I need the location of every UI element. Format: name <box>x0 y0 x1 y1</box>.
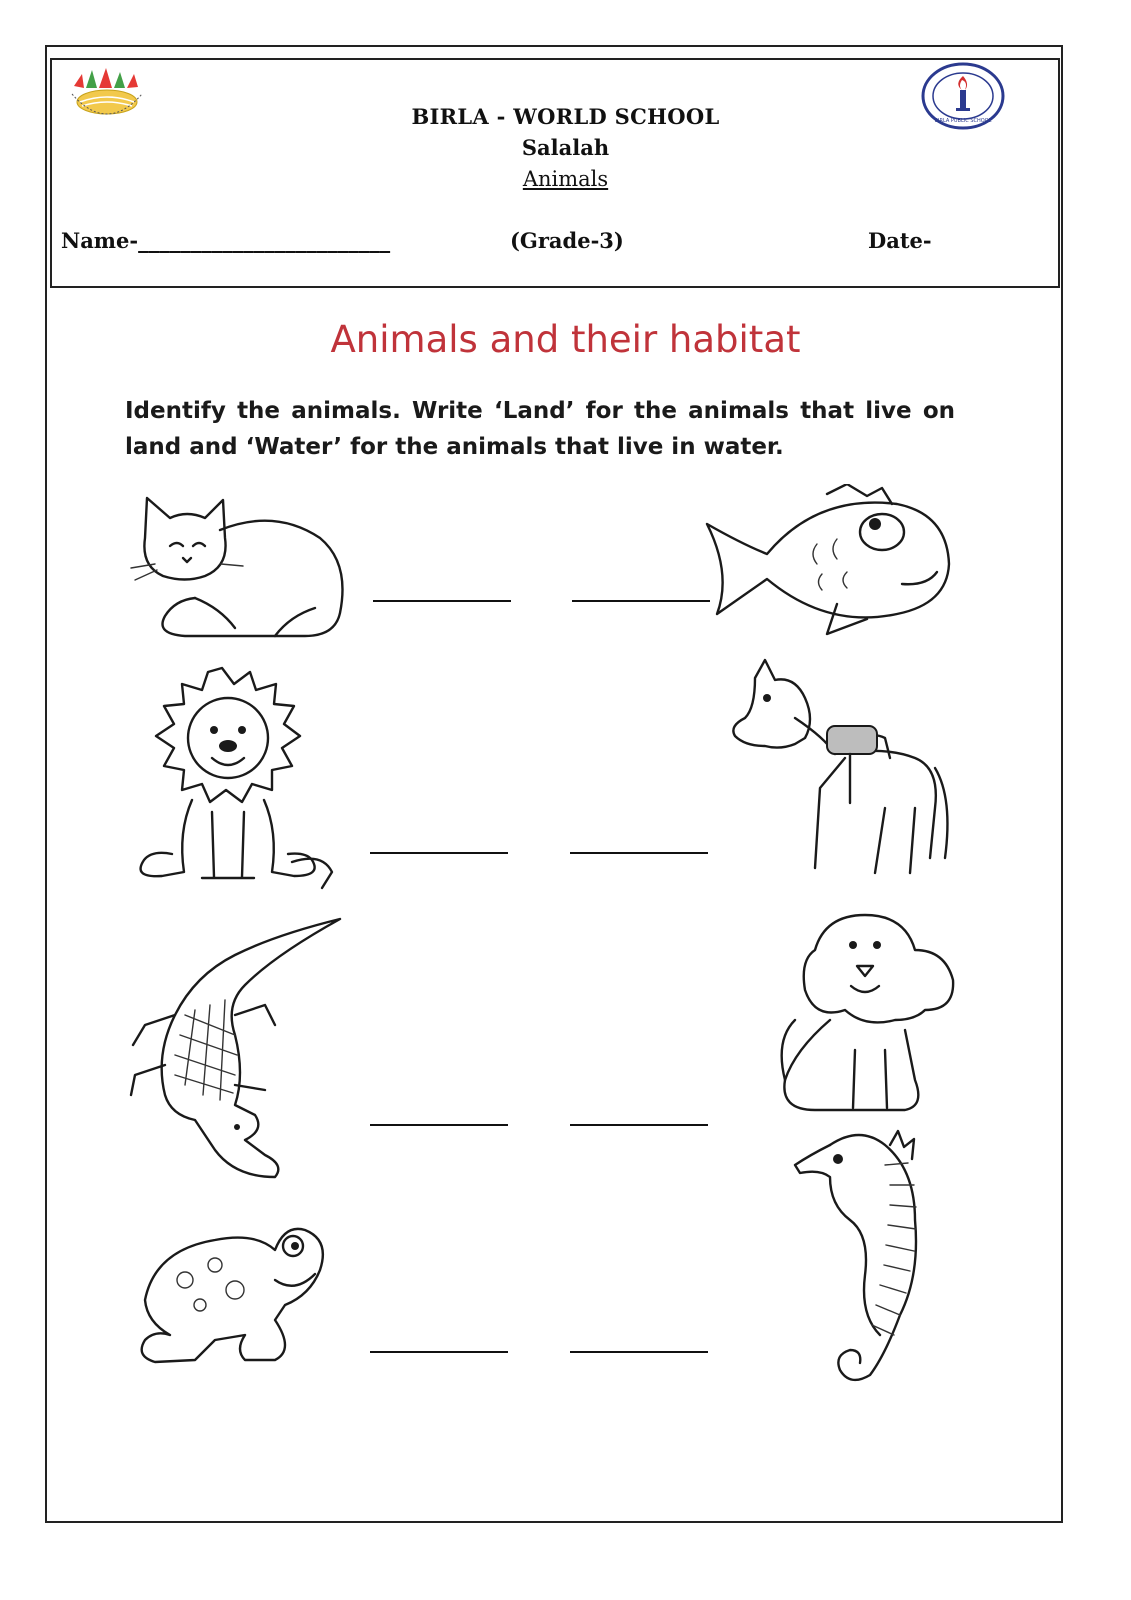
school-name: BIRLA - WORLD SCHOOL <box>411 104 720 129</box>
name-field-label: Name-________________________ <box>61 228 391 253</box>
lion-icon <box>122 662 342 896</box>
answer-line-crocodile[interactable] <box>370 1124 508 1126</box>
fish-icon <box>697 484 957 648</box>
horse-icon <box>725 658 955 887</box>
dog-icon <box>775 910 960 1119</box>
instructions: Identify the animals. Write ‘Land’ for the animals that live on land and ‘Water’ for the animals that live in water. <box>125 398 955 460</box>
seahorse-icon <box>790 1125 945 1394</box>
right-logo-text: BIRLA PUBLIC SCHOOL <box>934 118 992 124</box>
answer-line-cat[interactable] <box>373 600 511 602</box>
answer-line-lion[interactable] <box>370 852 508 854</box>
worksheet-title: Animals and their habitat <box>330 318 801 361</box>
answer-line-seahorse[interactable] <box>570 1351 708 1353</box>
topic-text: Animals <box>522 167 609 191</box>
cat-icon <box>125 488 355 647</box>
school-city: Salalah <box>521 135 610 160</box>
answer-line-horse[interactable] <box>570 852 708 854</box>
date-field-label: Date- <box>868 228 932 253</box>
answer-line-dog[interactable] <box>570 1124 708 1126</box>
answer-line-fish[interactable] <box>572 600 710 602</box>
grade-label: (Grade-3) <box>510 228 624 253</box>
answer-line-frog[interactable] <box>370 1351 508 1353</box>
frog-icon <box>125 1210 335 1374</box>
crocodile-icon <box>125 915 345 1189</box>
topic-heading <box>0 167 1131 191</box>
